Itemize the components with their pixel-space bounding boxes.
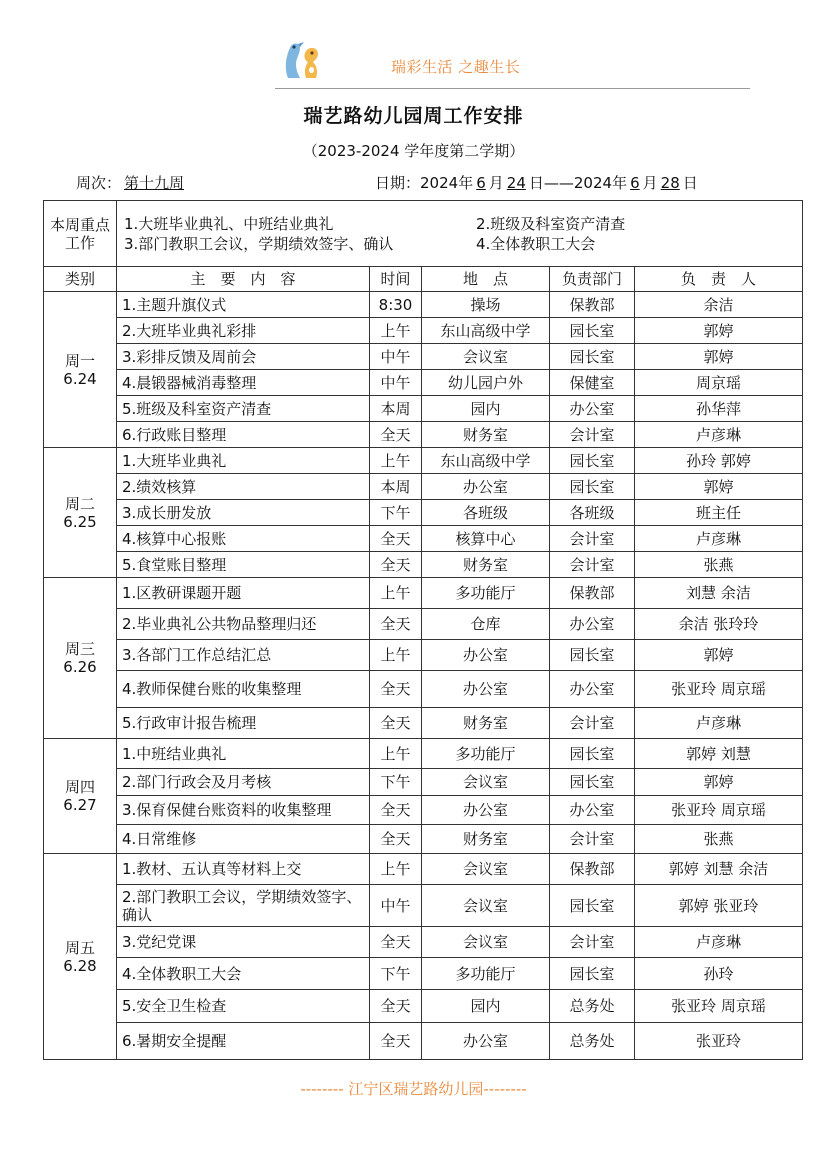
week-label: 周次： xyxy=(76,174,122,192)
cell-place: 办公室 xyxy=(422,1023,550,1060)
focus-item: 3.部门教职工会议，学期绩效签字、确认 xyxy=(124,234,394,253)
table-row xyxy=(44,825,803,854)
cell-dept: 保教部 xyxy=(550,292,635,318)
start-year: 2024 xyxy=(420,174,459,192)
cell-time: 下午 xyxy=(370,500,422,526)
cell-dept: 保教部 xyxy=(550,578,635,609)
table-row xyxy=(44,708,803,739)
cell-time: 全天 xyxy=(370,1023,422,1060)
table-row xyxy=(44,609,803,640)
table-row xyxy=(44,990,803,1023)
page-footer: -------- 江宁区瑞艺路幼儿园-------- xyxy=(300,1080,527,1098)
cell-content: 1.主题升旗仪式 xyxy=(117,292,370,318)
table-row xyxy=(44,958,803,990)
cell-dept: 会计室 xyxy=(550,825,635,854)
cell-dept: 办公室 xyxy=(550,609,635,640)
day-date: 6.26 xyxy=(63,658,97,676)
cell-time: 上午 xyxy=(370,578,422,609)
cell-dept: 总务处 xyxy=(550,990,635,1023)
cell-person: 郭婷 xyxy=(635,318,803,344)
date-separator: —— xyxy=(543,174,574,192)
cell-content: 2.大班毕业典礼彩排 xyxy=(117,318,370,344)
column-header-person: 负 责 人 xyxy=(635,267,803,292)
table-row xyxy=(44,1023,803,1060)
cell-person: 张燕 xyxy=(635,825,803,854)
cell-dept: 会计室 xyxy=(550,927,635,958)
cell-content: 3.党纪党课 xyxy=(117,927,370,958)
cell-dept: 办公室 xyxy=(550,796,635,825)
cell-place: 财务室 xyxy=(422,422,550,448)
end-day: 28 xyxy=(660,174,680,192)
cell-time: 本周 xyxy=(370,396,422,422)
cell-person: 卢彦琳 xyxy=(635,526,803,552)
table-row xyxy=(44,927,803,958)
day-cell xyxy=(44,739,117,854)
week-number xyxy=(76,172,187,193)
day-name: 周二 xyxy=(64,494,95,513)
day-unit: 日 xyxy=(682,174,698,192)
month-unit: 月 xyxy=(488,174,504,192)
end-month: 6 xyxy=(630,174,640,192)
cell-content: 4.晨锻器械消毒整理 xyxy=(117,370,370,396)
column-header-dept: 负责部门 xyxy=(550,267,635,292)
cell-dept: 保教部 xyxy=(550,854,635,885)
cell-person: 郭婷 xyxy=(635,769,803,796)
day-cell xyxy=(44,854,117,1060)
cell-person: 郭婷 xyxy=(635,474,803,500)
cell-time: 全天 xyxy=(370,671,422,708)
cell-place: 操场 xyxy=(422,292,550,318)
cell-dept: 各班级 xyxy=(550,500,635,526)
cell-person: 张亚玲 xyxy=(635,1023,803,1060)
cell-content: 1.区教研课题开题 xyxy=(117,578,370,609)
cell-place: 东山高级中学 xyxy=(422,448,550,474)
cell-time: 中午 xyxy=(370,344,422,370)
cell-place: 会议室 xyxy=(422,927,550,958)
cell-time: 上午 xyxy=(370,854,422,885)
table-row xyxy=(44,739,803,769)
day-date: 6.24 xyxy=(63,369,97,388)
weekly-schedule-table xyxy=(43,200,803,1060)
cell-content: 5.食堂账目整理 xyxy=(117,552,370,578)
day-name: 周五 xyxy=(64,938,95,957)
cell-place: 园内 xyxy=(422,396,550,422)
table-row xyxy=(44,344,803,370)
cell-place: 核算中心 xyxy=(422,526,550,552)
cell-person: 郭婷 刘慧 余洁 xyxy=(635,854,803,885)
cell-content: 4.核算中心报账 xyxy=(117,526,370,552)
table-row xyxy=(44,885,803,927)
cell-person: 卢彦琳 xyxy=(635,708,803,739)
cell-content: 3.各部门工作总结汇总 xyxy=(117,640,370,671)
cell-person: 孙华萍 xyxy=(635,396,803,422)
year-unit: 年 xyxy=(458,174,474,192)
date-label: 日期： xyxy=(375,174,421,192)
cell-content: 1.大班毕业典礼 xyxy=(117,448,370,474)
page-header xyxy=(0,0,827,92)
cell-dept: 园长室 xyxy=(550,318,635,344)
table-row xyxy=(44,448,803,474)
cell-place: 财务室 xyxy=(422,552,550,578)
table-row xyxy=(44,640,803,671)
cell-dept: 园长室 xyxy=(550,769,635,796)
day-cell xyxy=(44,448,117,578)
end-year: 2024 xyxy=(573,174,613,192)
cell-time: 下午 xyxy=(370,958,422,990)
cell-content: 5.安全卫生检查 xyxy=(117,990,370,1023)
cell-time: 全天 xyxy=(370,422,422,448)
table-row xyxy=(44,854,803,885)
cell-place: 会议室 xyxy=(422,854,550,885)
cell-person: 卢彦琳 xyxy=(635,422,803,448)
cell-content: 5.行政审计报告梳理 xyxy=(117,708,370,739)
cell-place: 多功能厅 xyxy=(422,578,550,609)
cell-time: 全天 xyxy=(370,990,422,1023)
cell-place: 财务室 xyxy=(422,708,550,739)
cell-place: 会议室 xyxy=(422,769,550,796)
page-title: 瑞艺路幼儿园周工作安排 xyxy=(303,105,524,127)
month-unit: 月 xyxy=(642,174,658,192)
cell-content: 2.绩效核算 xyxy=(117,474,370,500)
cell-time: 全天 xyxy=(370,552,422,578)
cell-place: 多功能厅 xyxy=(422,739,550,769)
cell-content: 2.部门行政会及月考核 xyxy=(117,769,370,796)
cell-dept: 会计室 xyxy=(550,708,635,739)
table-row xyxy=(44,671,803,708)
cell-person: 张亚玲 周京瑶 xyxy=(635,990,803,1023)
day-date: 6.27 xyxy=(63,796,97,814)
day-cell xyxy=(44,578,117,739)
cell-content: 3.成长册发放 xyxy=(117,500,370,526)
cell-dept: 园长室 xyxy=(550,958,635,990)
cell-time: 上午 xyxy=(370,640,422,671)
day-date: 6.25 xyxy=(63,512,97,531)
table-row xyxy=(44,769,803,796)
column-header-row xyxy=(44,267,803,292)
cell-person: 余洁 xyxy=(635,292,803,318)
day-name: 周四 xyxy=(64,778,95,796)
cell-time: 本周 xyxy=(370,474,422,500)
table-row xyxy=(44,578,803,609)
cell-dept: 会计室 xyxy=(550,422,635,448)
cell-person: 郭婷 xyxy=(635,344,803,370)
cell-time: 上午 xyxy=(370,739,422,769)
header-divider xyxy=(275,88,750,89)
cell-place: 园内 xyxy=(422,990,550,1023)
table-row xyxy=(44,500,803,526)
cell-time: 全天 xyxy=(370,609,422,640)
column-header-time: 时间 xyxy=(370,267,422,292)
day-date: 6.28 xyxy=(63,956,97,975)
cell-person: 刘慧 余洁 xyxy=(635,578,803,609)
focus-content xyxy=(117,201,803,267)
week-value: 第十九周 xyxy=(124,174,185,192)
focus-item: 2.班级及科室资产清查 xyxy=(476,214,626,233)
cell-content: 3.彩排反馈及周前会 xyxy=(117,344,370,370)
cell-time: 中午 xyxy=(370,370,422,396)
cell-person: 周京瑶 xyxy=(635,370,803,396)
cell-content: 4.教师保健台账的收集整理 xyxy=(117,671,370,708)
cell-place: 会议室 xyxy=(422,885,550,927)
table-row xyxy=(44,396,803,422)
cell-dept: 会计室 xyxy=(550,552,635,578)
focus-label: 本周重点工作 xyxy=(44,201,117,267)
table-row xyxy=(44,370,803,396)
cell-time: 上午 xyxy=(370,448,422,474)
cell-dept: 园长室 xyxy=(550,739,635,769)
cell-dept: 园长室 xyxy=(550,448,635,474)
cell-person: 郭婷 张亚玲 xyxy=(635,885,803,927)
cell-content: 1.中班结业典礼 xyxy=(117,739,370,769)
cell-time: 中午 xyxy=(370,885,422,927)
cell-content: 4.日常维修 xyxy=(117,825,370,854)
cell-place: 办公室 xyxy=(422,796,550,825)
cell-dept: 办公室 xyxy=(550,671,635,708)
cell-content: 2.毕业典礼公共物品整理归还 xyxy=(117,609,370,640)
cell-place: 东山高级中学 xyxy=(422,318,550,344)
cell-person: 张亚玲 周京瑶 xyxy=(635,796,803,825)
cell-place: 财务室 xyxy=(422,825,550,854)
start-day: 24 xyxy=(506,174,526,192)
cell-content: 6.行政账目整理 xyxy=(117,422,370,448)
column-header-category: 类别 xyxy=(44,267,117,292)
cell-place: 各班级 xyxy=(422,500,550,526)
column-header-content: 主 要 内 容 xyxy=(117,267,370,292)
cell-person: 班主任 xyxy=(635,500,803,526)
cell-dept: 园长室 xyxy=(550,344,635,370)
table-row xyxy=(44,526,803,552)
cell-time: 全天 xyxy=(370,927,422,958)
focus-row xyxy=(44,201,803,267)
cell-person: 卢彦琳 xyxy=(635,927,803,958)
cell-person: 郭婷 xyxy=(635,640,803,671)
cell-dept: 园长室 xyxy=(550,640,635,671)
cell-dept: 园长室 xyxy=(550,885,635,927)
cell-person: 孙玲 郭婷 xyxy=(635,448,803,474)
cell-content: 3.保育保健台账资料的收集整理 xyxy=(117,796,370,825)
cell-place: 多功能厅 xyxy=(422,958,550,990)
cell-content: 2.部门教职工会议，学期绩效签字、确认 xyxy=(117,885,370,927)
start-month: 6 xyxy=(476,174,486,192)
cell-time: 全天 xyxy=(370,825,422,854)
table-row xyxy=(44,318,803,344)
table-row xyxy=(44,796,803,825)
cell-dept: 总务处 xyxy=(550,1023,635,1060)
header-slogan: 瑞彩生活 之趣生长 xyxy=(391,58,521,76)
cell-person: 张亚玲 周京瑶 xyxy=(635,671,803,708)
cell-dept: 会计室 xyxy=(550,526,635,552)
day-cell xyxy=(44,292,117,448)
day-name: 周一 xyxy=(64,351,95,370)
date-range xyxy=(375,172,698,193)
cell-content: 5.班级及科室资产清查 xyxy=(117,396,370,422)
cell-dept: 办公室 xyxy=(550,396,635,422)
cell-place: 仓库 xyxy=(422,609,550,640)
cell-place: 办公室 xyxy=(422,474,550,500)
page-subtitle: （2023-2024 学年度第二学期） xyxy=(302,142,525,160)
table-row xyxy=(44,292,803,318)
cell-dept: 保健室 xyxy=(550,370,635,396)
cell-content: 1.教材、五认真等材料上交 xyxy=(117,854,370,885)
focus-item: 1.大班毕业典礼、中班结业典礼 xyxy=(124,214,334,233)
cell-place: 会议室 xyxy=(422,344,550,370)
day-unit: 日 xyxy=(528,174,544,192)
cell-place: 办公室 xyxy=(422,671,550,708)
cell-person: 孙玲 xyxy=(635,958,803,990)
cell-dept: 园长室 xyxy=(550,474,635,500)
kindergarten-logo-icon xyxy=(278,38,328,82)
cell-time: 下午 xyxy=(370,769,422,796)
day-name: 周三 xyxy=(64,640,95,658)
cell-content: 6.暑期安全提醒 xyxy=(117,1023,370,1060)
cell-time: 全天 xyxy=(370,708,422,739)
column-header-place: 地 点 xyxy=(422,267,550,292)
cell-time: 8:30 xyxy=(370,292,422,318)
cell-place: 幼儿园户外 xyxy=(422,370,550,396)
cell-person: 余洁 张玲玲 xyxy=(635,609,803,640)
cell-time: 上午 xyxy=(370,318,422,344)
cell-place: 办公室 xyxy=(422,640,550,671)
cell-person: 郭婷 刘慧 xyxy=(635,739,803,769)
table-row xyxy=(44,552,803,578)
cell-content: 4.全体教职工大会 xyxy=(117,958,370,990)
cell-time: 全天 xyxy=(370,526,422,552)
focus-item: 4.全体教职工大会 xyxy=(476,234,596,253)
year-unit: 年 xyxy=(612,174,628,192)
cell-person: 张燕 xyxy=(635,552,803,578)
cell-time: 全天 xyxy=(370,796,422,825)
table-row xyxy=(44,474,803,500)
table-row xyxy=(44,422,803,448)
